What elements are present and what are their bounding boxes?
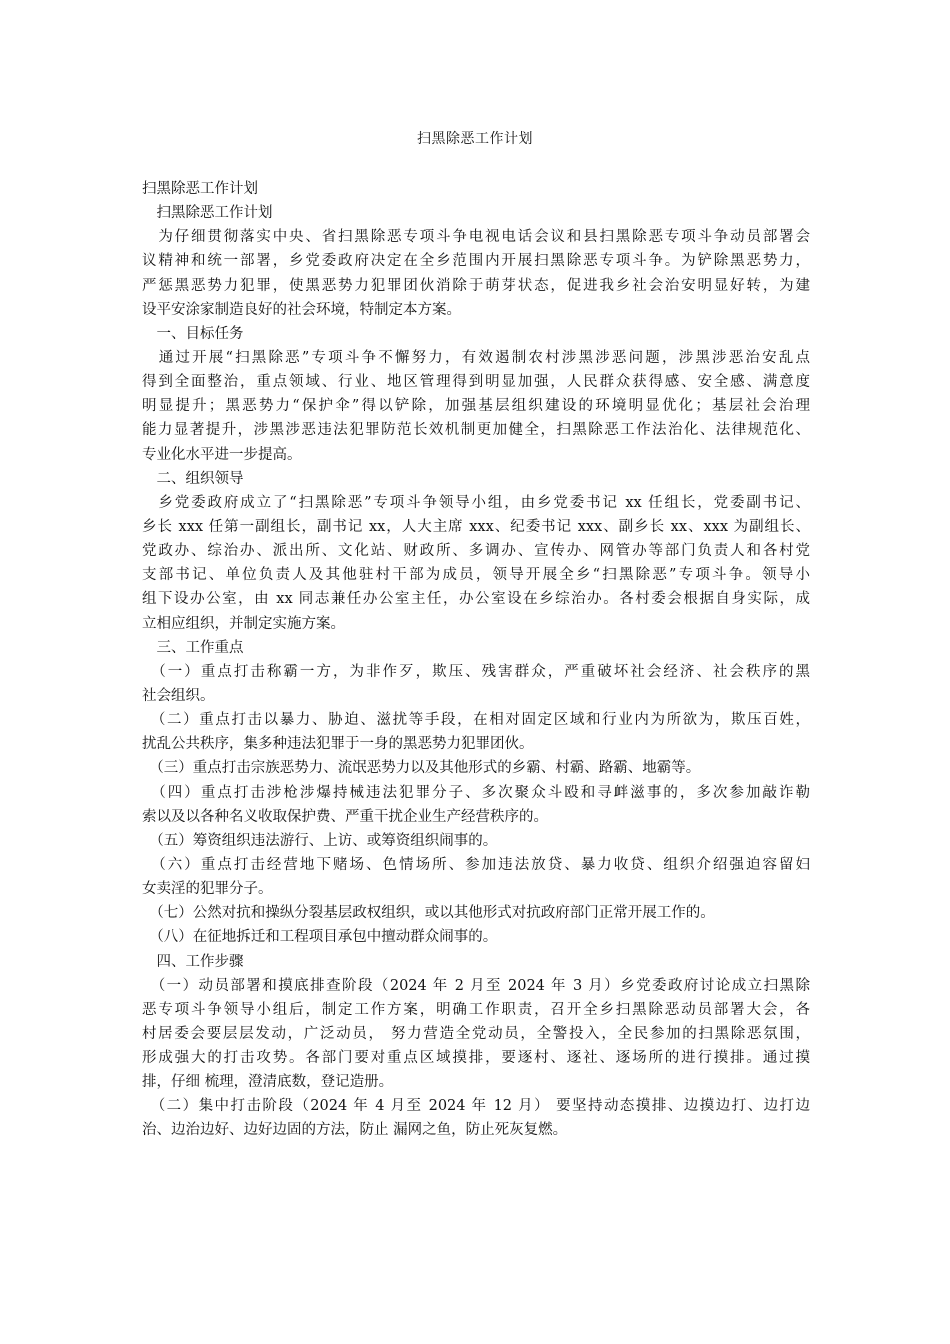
text-line: （三）重点打击宗族恶势力、流氓恶势力以及其他形式的乡霸、村霸、路霸、地霸等。 [142,760,701,777]
text-line: 立相应组织，并制定实施方案。 [142,615,345,632]
text-line: （一）重点打击称霸一方，为非作歹，欺压、残害群众，严重破坏社会经济、社会秩序的黑 [142,663,810,680]
text-line: 治、边治边好、边好边固的方法，防止 漏网之鱼，防止死灰复燃。 [142,1122,568,1139]
text-line: 为仔细贯彻落实中央、省扫黑除恶专项斗争电视电话会议和县扫黑除恶专项斗争动员部署会 [142,229,810,246]
text-line: 女卖淫的犯罪分子。 [142,881,273,898]
text-line: 二、组织领导 [142,470,244,487]
text-line: 一、目标任务 [142,325,244,342]
text-line: 议精神和统一部署，乡党委政府决定在全乡范围内开展扫黑除恶专项斗争。为铲除黑恶势力， [142,253,810,270]
text-line: 支部书记、单位负责人及其他驻村干部为成员，领导开展全乡“扫黑除恶”专项斗争。领导小 [142,567,810,584]
document-body [142,177,810,1143]
text-line: （四）重点打击涉枪涉爆持械违法犯罪分子、多次聚众斗殴和寻衅滋事的，多次参加敲诈勒 [142,784,810,801]
text-line: 通过开展“扫黑除恶”专项斗争不懈努力，有效遏制农村涉黑涉恶问题，涉黑涉恶治安乱点 [142,349,810,366]
text-line: 扫黑除恶工作计划 [142,205,273,222]
text-line: 形成强大的打击攻势。各部门要对重点区域摸排，要逐村、逐社、逐场所的进行摸排。通过摸 [142,1050,810,1067]
text-line: 专业化水平进一步提高。 [142,446,302,463]
text-line: 能力显著提升，涉黑涉恶违法犯罪防范长效机制更加健全，扫黑除恶工作法治化、法律规范化、 [142,422,810,439]
text-line: 党政办、综治办、派出所、文化站、财政所、多调办、宣传办、网管办等部门负责人和各村党 [142,543,810,560]
text-line: 排，仔细 梳理，澄清底数，登记造册。 [142,1074,394,1091]
text-line: 组下设办公室，由 xx 同志兼任办公室主任，办公室设在乡综治办。各村委会根据自身实际，成 [142,591,810,608]
text-line: 得到全面整治，重点领域、行业、地区管理得到明显加强，人民群众获得感、安全感、满意度 [142,374,810,391]
page-title: 扫黑除恶工作计划 [417,131,533,147]
text-line: （八）在征地拆迁和工程项目承包中擅动群众闹事的。 [142,929,498,946]
text-line: 社会组织。 [142,687,215,704]
text-line: 设平安涂家制造良好的社会环境，特制定本方案。 [142,301,461,318]
text-line: （七）公然对抗和操纵分裂基层政权组织，或以其他形式对抗政府部门正常开展工作的。 [142,905,715,922]
text-line: 乡长 xxx 任第一副组长，副书记 xx，人大主席 xxx、纪委书记 xxx、副乡长 xx、xxx 为副组长、 [142,518,810,535]
text-line: 四、工作步骤 [142,953,244,970]
text-line: （五）筹资组织违法游行、上访、或筹资组织闹事的。 [142,832,498,849]
text-line: （二）集中打击阶段（2024 年 4 月至 2024 年 12 月） 要坚持动态摸排、边摸边打、边打边 [142,1098,810,1115]
text-line: 扫黑除恶工作计划 [142,181,258,197]
text-line: 索以及以各种名义收取保护费、严重干扰企业生产经营秩序的。 [142,808,548,825]
text-line: 严惩黑恶势力犯罪，使黑恶势力犯罪团伙消除于萌芽状态，促进我乡社会治安明显好转，为建 [142,277,810,294]
text-line: 乡党委政府成立了“扫黑除恶”专项斗争领导小组，由乡党委书记 xx 任组长，党委副书记、 [142,494,810,511]
text-line: （二）重点打击以暴力、胁迫、滋扰等手段，在相对固定区域和行业内为所欲为，欺压百姓， [142,712,810,729]
text-line: 恶专项斗争领导小组后，制定工作方案，明确工作职责，召开全乡扫黑除恶动员部署大会，各 [142,1001,810,1018]
text-line: 三、工作重点 [142,639,244,656]
text-line: 明显提升；黑恶势力“保护伞”得以铲除，加强基层组织建设的环境明显优化；基层社会治理 [142,398,810,415]
text-line: （一）动员部署和摸底排查阶段（2024 年 2 月至 2024 年 3 月）乡党委政府讨论成立扫黑除 [142,977,810,994]
text-line: 村居委会要层层发动，广泛动员， 努力营造全党动员，全警投入，全民参加的扫黑除恶氛围， [142,1025,810,1042]
text-line: （六）重点打击经营地下赌场、色情场所、参加违法放贷、暴力收贷、组织介绍强迫容留妇 [142,856,810,873]
text-line: 扰乱公共秩序，集多种违法犯罪于一身的黑恶势力犯罪团伙。 [142,736,534,753]
